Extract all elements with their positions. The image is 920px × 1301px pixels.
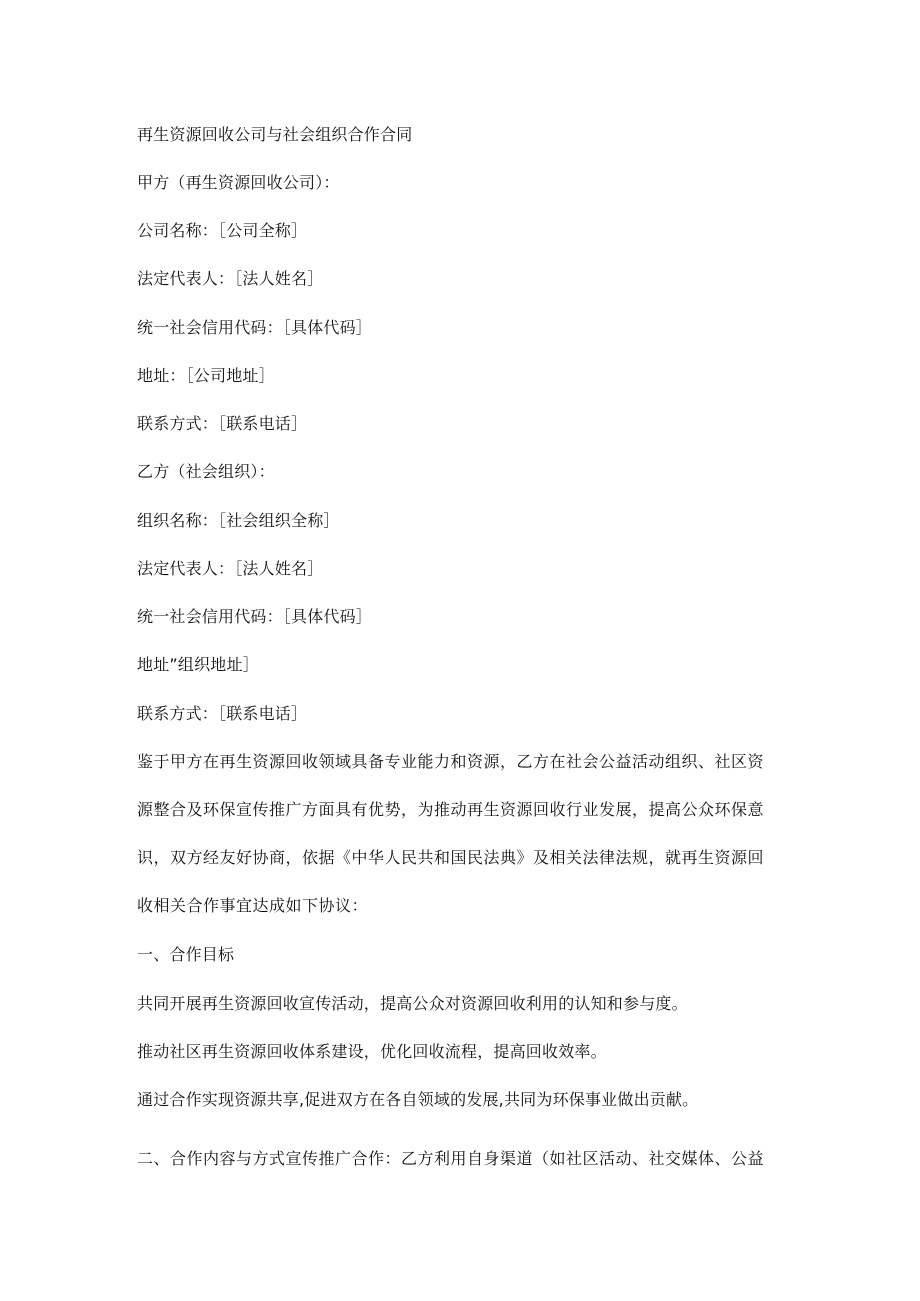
party-a-name: 公司名称：［公司全称］ [137, 221, 308, 240]
section1-item: 推动社区再生资源回收体系建设，优化回收流程，提高回收效率。 [137, 1042, 607, 1061]
document-title: 再生资源回收公司与社会组织合作合同 [137, 125, 413, 144]
preamble-line: 识，双方经友好协商，依据《中华人民共和国民法典》及相关法律法规，就再生资源回 [137, 848, 765, 867]
preamble-line: 源整合及环保宣传推广方面具有优势，为推动再生资源回收行业发展，提高公众环保意 [137, 800, 765, 819]
party-b-credit-code: 统一社会信用代码：［具体代码］ [137, 607, 373, 626]
party-b-name: 组织名称：［社会组织全称］ [137, 511, 340, 530]
party-b-representative: 法定代表人：［法人姓名］ [137, 559, 324, 578]
preamble-paragraph [137, 752, 787, 916]
party-b-address: 地址”组织地址］ [137, 655, 259, 674]
preamble-line: 收相关合作事宜达成如下协议： [137, 896, 369, 915]
party-a-representative: 法定代表人：［法人姓名］ [137, 269, 324, 288]
section1-item: 通过合作实现资源共享,促进双方在各自领域的发展,共同为环保事业做出贡献。 [137, 1090, 699, 1109]
party-a-contact: 联系方式：［联系电话］ [137, 414, 308, 433]
section2-first-line: 二、合作内容与方式宣传推广合作：乙方利用自身渠道（如社区活动、社交媒体、公益 [137, 1149, 765, 1168]
section1-item: 共同开展再生资源回收宣传活动，提高公众对资源回收利用的认知和参与度。 [137, 994, 688, 1013]
party-b-contact: 联系方式：［联系电话］ [137, 704, 308, 723]
party-b-heading: 乙方（社会组织）： [137, 462, 275, 481]
party-a-credit-code: 统一社会信用代码：［具体代码］ [137, 318, 373, 337]
party-a-heading: 甲方（再生资源回收公司）： [137, 173, 340, 192]
party-a-address: 地址：［公司地址］ [137, 366, 275, 385]
section1-heading: 一、合作目标 [137, 945, 235, 964]
preamble-line: 鉴于甲方在再生资源回收领域具备专业能力和资源，乙方在社会公益活动组织、社区资 [137, 752, 765, 771]
